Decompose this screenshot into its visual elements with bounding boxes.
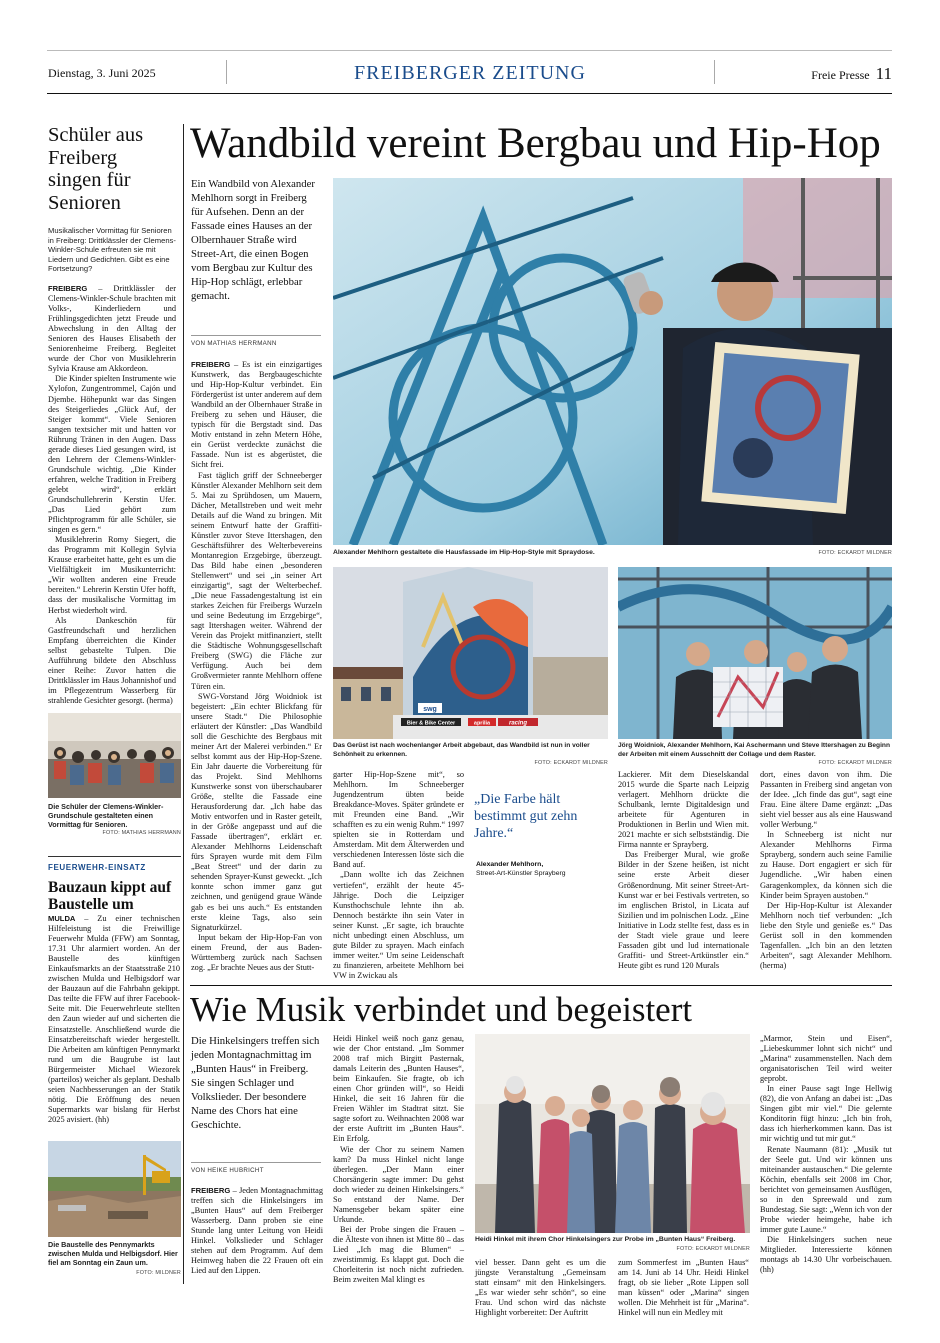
main2-photo-credit: FOTO: ECKARDT MILDNER <box>676 1246 750 1252</box>
main2-col4-p1: zum Sommerfest im „Bunten Haus“ am 14. Juni ab 14 Uhr. Heidi Hinkel fragt, ob sie lieber „Rote Lippen soll man küssen“ oder „Marina“ singen wollen. Die Mehrheit ist für „Marina“. Hinkel will nun ein Medley mit <box>618 1258 749 1318</box>
main2-dateline: FREIBERG <box>191 1186 231 1195</box>
main1-photo1-credit: FOTO: ECKARDT MILDNER <box>818 550 892 556</box>
quote-author: Alexander Mehlhorn, <box>476 861 544 868</box>
main1-photo1 <box>333 178 892 545</box>
main1-col4-p3: Der Hip-Hop-Kultur ist Alexander Mehlhorn noch tief verbunden: „Ich liebe den Style und genieße es.“ Das Gerüst soll in den kommenden Tagenfallen. „Ich bin an den letzten Arbeiten“, sagt Alexander Mehlhorn. (herma) <box>760 900 892 970</box>
main1-col1-p1: – Es ist ein einzigartiges Kunstwerk, das Bergbaugeschichte und Hip-Hop-Kultur verbindet. Ein Fördergerüst ist unter anderem auf dem Wandbild an der Olbernhauer Straße in Freiberg zu sehen und Häuser, die typisch für die Bergstadt sind. Das Motiv entstand in zehn Metern Höhe, ein Gerüst verdeckte zunächst die Fassade. Nun ist es abgerüstet, die Sicht frei. <box>191 360 323 470</box>
left2-body <box>48 914 180 1125</box>
left2-photo <box>48 1141 181 1237</box>
left1-headline: Schüler aus Freiberg singen für Senioren <box>48 124 144 214</box>
main1-col1-p2: Fast täglich griff der Schneeberger Künstler Alexander Mehlhorn seit dem 5. Mai zu Sprühdosen, um Mauern, Dächer, Metallstreben und weit mehr Details auf die Wand zu bringen. Mit seinem Entwurf hatte der Graffiti-Künstler zuvor Steve Ittershagen, den Geschäftsführer des Welterbevereins Montanregion Erzgebirge, überzeugt. Das Bild habe einen „besonderen Stellenwert“ und sei „in seiner Art einzigartig“, sagt der Welterbechef. „Die neue Fassadengestaltung ist ein starkes Zeichen für Freibergs Wurzeln und seine Bedeutung im Erzgebirge“, sagt Ittershagen weiter. Während der Verein das Projekt mitfinanziert, stellt die Städtische Wohnungsgesellschaft Freiberg (SWG) die Fläche zur Verfügung. Auch bei dem Großvermieter rannte Mehlhorn offene Türen ein. <box>191 470 322 691</box>
main1-col3-p1: Lackierer. Mit dem Dieselskandal 2015 wurde die Sparte nach Leipzig verlagert. Mehlhorn drückte die Schulbank, lernte Digitaldesign und arbeitete für Agenturen in Produktionen in Berlin und Wien mit. 2021 machte er sich selbstständig. Die Firma nannte er Sprayberg. <box>618 770 749 850</box>
main1-col2 <box>333 770 464 981</box>
main2-col5-p3: Renate Naumann (81): „Musik tut der Seele gut. Und wir können uns miteinander austauschen.“ Die gelernte Köchin, ebenfalls seit 2008 im Chor, berichtet von gemeinsamen Ausflügen, so in den Spreewald und zum Bundestag. Sie sagt: „Wenn ich von der Probe wieder heimgehe, habe ich immer gute Laune.“ <box>760 1144 892 1234</box>
main1-col1-p4: Input bekam der Hip-Hop-Fan von einem Freund, der aus Baden-Württemberg zurück nach Sachsen zog. „Er brachte Neues aus der Stutt- <box>191 932 322 972</box>
main2-col5-p2: In einer Pause sagt Inge Hellwig (82), die von Anfang an dabei ist: „Das Singen gibt mir viel.“ Die gelernte Konditorin fügt hinzu: „Ich bin froh, dass ich hierherkommen kann. Das ist mir wichtig und tut mir gut.“ <box>760 1084 892 1144</box>
quote-role: Street-Art-Künstler Sprayberg <box>476 870 566 877</box>
main1-col4 <box>760 770 892 971</box>
photo2-sign-swg: swg <box>423 706 437 713</box>
left1-dateline: FREIBERG <box>48 284 88 293</box>
main1-col2-p1: garter Hip-Hop-Szene mit“, so Mehlhorn. Im Schneeberger Jugendzentrum übten beide Breakdance-Moves. Später gründete er mit Freunden eine Band. „Wir schafften es zu ein wenig Ruhm.“ 1997 spielten sie in Rotterdam und Amsterdam. Mit dem Älterwerden und verschiedenen Interessen löste sich die Band auf. <box>333 770 464 870</box>
main2-photo <box>475 1034 750 1233</box>
left1-p4: Als Dankeschön für Gastfreundschaft und herzlichen Empfang überreichten die Kinder selbst gebastelte Tulpen. Die Aufführung bildete den Abschluss einer Reihe: Zuvor hatten die Drittklässler im Haus Johannishof und im Pflegezentrum Wasserberg für strahlende Gesichter gesorgt. (herma) <box>48 615 176 705</box>
main2-headline: Wie Musik verbindet und begeistert <box>190 990 693 1029</box>
main2-photo-caption: Heidi Hinkel mit ihrem Chor Hinkelsingers zur Probe im „Bunten Haus“ Freiberg. <box>475 1236 736 1243</box>
main2-col4 <box>618 1258 749 1318</box>
main2-col2-p3: Bei der Probe singen die Frauen – die Älteste von ihnen ist Mitte 80 – das Lied „Ich mag die Blumen“ – zweistimmig. Es klappt gut. Doch die Chorleiterin ist noch nicht zufrieden. Beim zweiten Mal klingt es <box>333 1224 464 1285</box>
main1-col3 <box>618 770 749 971</box>
main1-photo3-caption: Jörg Woidniok, Alexander Mehlhorn, Kai Aschermann und Steve Ittershagen zu Beginn der Arbeiten mit einem Ausschnitt der Collage und dem Raster. <box>618 742 890 758</box>
main1-photo3 <box>618 567 892 739</box>
main2-col5 <box>760 1034 892 1275</box>
main1-col3-p2: Das Freiberger Mural, wie große Bilder in der Szene heißen, ist nicht seine erste Arbeit dieser Größenordnung. Mit seiner Street-Art-Kunst war er bei Festivals vertreten, so im englischen Bristol, in Licata auf Sizilien und im polnischen Lodz. „Eine Initiative in Lodz stellte fest, dass es in der Stadt viele graue und leere Fassaden gibt und lud internationale Graffiti- und Street-Artkünstler ein.“ Heute gibt es rund 120 Murals <box>618 850 749 970</box>
paper-name <box>780 64 892 84</box>
main1-photo2 <box>333 567 608 739</box>
main2-col5-p1: „Marmor, Stein und Eisen“, „Liebeskummer lohnt sich nicht“ und „Marina“ zusammenstellen. Nach dem organisatorischen Teil wird weiter geprobt. <box>760 1034 892 1084</box>
section-title: FREIBERGER ZEITUNG <box>354 62 586 84</box>
main1-col4-p2: In Schneeberg ist nicht nur Alexander Mehlhorns Firma Sprayberg, sondern auch seine Familie zu Hause. Dort engagiert er sich für Jugendliche. „Wir haben einen Garagenkomplex, da können sich die Kinder beim Sprayen austoben.“ <box>760 830 892 900</box>
left2-headline: Bauzaun kippt auf Baustelle um <box>48 879 172 913</box>
main1-byline: VON MATHIAS HERRMANN <box>191 340 277 347</box>
left2-caption: Die Baustelle des Pennymarkts zwischen Mulda und Helbigsdorf. Hier fiel am Sonntag ein Zaun um. <box>48 1240 178 1267</box>
left1-p1: – Drittklässler der Clemens-Winkler-Schule brachten mit Volks-, Kinderliedern und Frühlingsgedichten jetzt Freude und Abwechslung in den Alltag der Senioren des Hauses Elisabeth der Seniorenheime Freiberg. Begleitet wurde der Chor von Musiklehrerin Sylvia Krause am Akkordeon. <box>48 284 176 374</box>
photo2-sign-aprilia: aprilia <box>473 720 491 727</box>
photo2-sign-racing: racing <box>508 720 528 727</box>
page-number: 11 <box>875 64 892 83</box>
main2-col2-p2: Wie der Chor zu seinem Namen kam? Da muss Hinkel nicht lange überlegen. „Der Mann einer Chorsängerin sagte immer: Du gehst doch wieder zu deinen Hinkelsingers.“ So entstand der Name. Der Namensgeber bekam später eine Urkunde. <box>333 1144 464 1224</box>
main2-col3 <box>475 1258 606 1318</box>
main1-photo3-credit: FOTO: ECKARDT MILDNER <box>818 760 892 766</box>
main1-col2-p2: „Dann wollte ich das Zeichnen vertiefen“, erzählt der heute 45-Jährige. Doch die Leipziger Kunsthochschule lehnte ihn ab. Dennoch bestärkte ihn sein Vater in seiner Kunst. „Er sagte, ich brauchte nicht unbedingt einen Abschluss, um gute Bilder zu sprayen. Mach einfach immer weiter.“ Um seine Leidenschaft zu finanzieren, arbeitete Mehlhorn bei VW in Zwickau als <box>333 870 464 980</box>
main2-byline: VON HEIKE HUBRICHT <box>191 1167 264 1174</box>
left2-p1: – Zu einer technischen Hilfeleistung ist die Freiwillige Feuerwehr Mulda (FFW) am Sonntag, 17.31 Uhr alarmiert worden. An der Baustelle des künftigen Einkaufsmarkts an der Staatsstraße 210 zwischen Mulda und Helbigsdorf war der Bauzaun auf die Fahrbahn gekippt. Das teilte die FFW auf ihrer Facebook-Seite mit. Die Feuerwehrleute stellten den Zaun wieder auf und sicherten die Einsatzstelle. Anschließend wurde die Einsatzbereitschaft wieder hergestellt. Die Arbeiten am künftigen Pennymarkt rund um die Baugrube ist laut Bürgermeister Michael Wiezorek (parteilos) weicher als geplant. Deshalb seien Nachbesserungen an der Statik nötig. Die Eröffnung des neuen Supermarkts war bislang für Herbst 2025 avisiert. (hh) <box>48 914 180 1124</box>
main1-col4-p1: dort, eines davon von ihm. Die Passanten in Freiberg sind angetan von der Idee. „Ich finde das gut“, sagt eine Frau. Eine ältere Dame ergänzt: „Das sieht viel besser aus als eine Hauswand voller Werbung.“ <box>760 770 892 830</box>
main2-col2-p1: Heidi Hinkel weiß noch ganz genau, wie der Chor entstand. „Im Sommer 2008 traf mich Birgitt Pasternak, damals Leiterin des „Bunten Hauses“, beim Einkaufen. Sie fragte, ob ich einen Chor gründen will“, so Heidi Hinkel, die seit 16 Jahren für die Freien Wähler im Stadtrat sitzt. Sie sagte sofort zu. Weihnachten 2008 war der erste Auftritt im „Bunten Haus“. Ein Erfolg. <box>333 1034 464 1144</box>
pull-quote: „Die Farbe hält bestimmt gut zehn Jahre.“ <box>474 792 578 841</box>
main2-col1-p1: – Jeden Montagnachmittag treffen sich die Hinkelsingers im „Bunten Haus“ auf dem Freiberger Wasserberg. Dann proben sie eine Stunde lang unter Leitung von Heidi Hinkel. Volkslieder und Schlager stehen auf dem Programm. Auf dem Heimweg haben die 22 Frauen oft ein Lied auf den Lippen. <box>191 1186 323 1276</box>
main1-col1 <box>191 360 322 973</box>
paper-title: Freie Presse <box>811 68 870 82</box>
main1-photo2-credit: FOTO: ECKARDT MILDNER <box>534 760 608 766</box>
left1-photo <box>48 713 181 798</box>
main1-headline: Wandbild vereint Bergbau und Hip-Hop <box>190 120 881 167</box>
header-date: Dienstag, 3. Juni 2025 <box>48 66 156 80</box>
left2-dateline: MULDA <box>48 914 76 923</box>
left1-teaser: Musikalischer Vormittag für Senioren in Freiberg: Drittklässler der Clemens-Winkler-Schule erfreuten sie mit Liedern und Gedichten. Gibt es eine Fortsetzung? <box>48 226 176 274</box>
main1-teaser: Ein Wandbild von Alexander Mehlhorn sorgt in Freiberg für Aufsehen. Denn an der Fassade eines Hauses an der Olbernhauer Straße wird Street-Art, die einen Bogen vom Bergbau zur Kultur des Hip-Hop schlägt, erlebbar gemacht. <box>191 178 315 303</box>
main2-teaser: Die Hinkelsingers treffen sich jeden Montagnachmittag im „Bunten Haus“ in Freiberg. Sie singen Schlager und Volkslieder. Der besondere Name des Chors hat eine Geschichte. <box>191 1035 320 1131</box>
left2-kicker: FEUERWEHR-EINSATZ <box>48 863 146 872</box>
left2-credit: FOTO: MILDNER <box>136 1270 181 1276</box>
photo2-sign-bike: Bier & Bike Center <box>406 720 456 727</box>
main2-col3-p1: viel besser. Dann geht es um die jüngste Veranstaltung „Gemeinsam statt einsam“ mit den Hinkelsingers. „Es war wieder sehr schön“, so eine Frau. Und schon wird das nächste Highlight vorbereitet: Der Auftritt <box>475 1258 606 1318</box>
main1-col1-p3: SWG-Vorstand Jörg Woidniok ist begeistert: „Ein echter Blickfang für unsere Stadt.“ Die Philosophie erläutert der Künstler: „Das Wandbild soll die Geschichte des Bergbaus mit meiner Art der Malerei verbinden.“ Er selbst kommt aus der Hip-Hop-Szene. Ein Jahr dauerte die Vorbereitung für das Projekt. Sind Mehlhorns Kunstwerke sonst von überschaubarer Größe, stellte die Fassade eine Herausforderung dar. „Ich habe das Motiv entworfen und in Raster geteilt, in der Größe angepasst und auf die Fassade übertragen“, erklärt er. Alexander Mehlhorns Leidenschaft fürs Sprayen wurde mit dem Film „Beat Street“ und der darin zu sehenden Sprayer-Kunst geweckt. „Ich konnte schon immer ganz gut zeichnen, und genügend graue Wände gab es bei uns auch.“ Es entstanden erste kleine Tags, also sein Signaturkürzel. <box>191 691 322 932</box>
left1-body <box>48 284 176 706</box>
left1-p3: Musiklehrerin Romy Siegert, die das Programm mit Kollegin Sylvia Krause erarbeitet hatte, geht es um die Vielfältigkeit im Musikunterricht: „Wir wollten anderen eine Freude bereiten.“ Lehrerin Kerstin Ufer hofft, dass der musikalische Vormittag im Herbst wiederholt wird. <box>48 535 176 615</box>
main1-dateline: FREIBERG <box>191 360 231 369</box>
main2-col2 <box>333 1034 464 1285</box>
main1-photo2-caption: Das Gerüst ist nach wochenlanger Arbeit abgebaut, das Wandbild ist nun in voller Schönheit zu erkennen. <box>333 742 590 758</box>
left1-credit: FOTO: MATHIAS HERRMANN <box>102 830 181 836</box>
main2-col5-p4: Die Hinkelsingers suchen neue Mitglieder. Interessierte können montags ab 14.30 Uhr vorbeischauen. (hh) <box>760 1234 892 1275</box>
main2-col1 <box>191 1186 323 1276</box>
left1-p2: Die Kinder spielten Instrumente wie Xylofon, Zungentrommel, Cajón und Djembe. Höhepunkt war das Singen des Steigerliedes „Glück Auf, der Steiger kommt“. Viele Senioren sangen textsicher mit und hatten vor Rührung Tränen in den Augen. Dass gerade dieses Lied gesungen wird, ist den Lehrern der Clemens-Winkler-Grundschule wichtig. „Die Kinder erfahren, welche Tradition in Freiberg gelebt wird“, erklärt Grundschullehrerin Kerstin Ufer. „Das Lied gehört zum Pflichtprogramm für alle Schüler, sie singen es gern.“ <box>48 374 176 535</box>
left1-caption: Die Schüler der Clemens-Winkler-Grundschule gestalteten einen Vormittag für Senioren. <box>48 802 164 829</box>
main1-photo1-caption: Alexander Mehlhorn gestaltete die Hausfassade im Hip-Hop-Style mit Spraydose. <box>333 549 595 556</box>
